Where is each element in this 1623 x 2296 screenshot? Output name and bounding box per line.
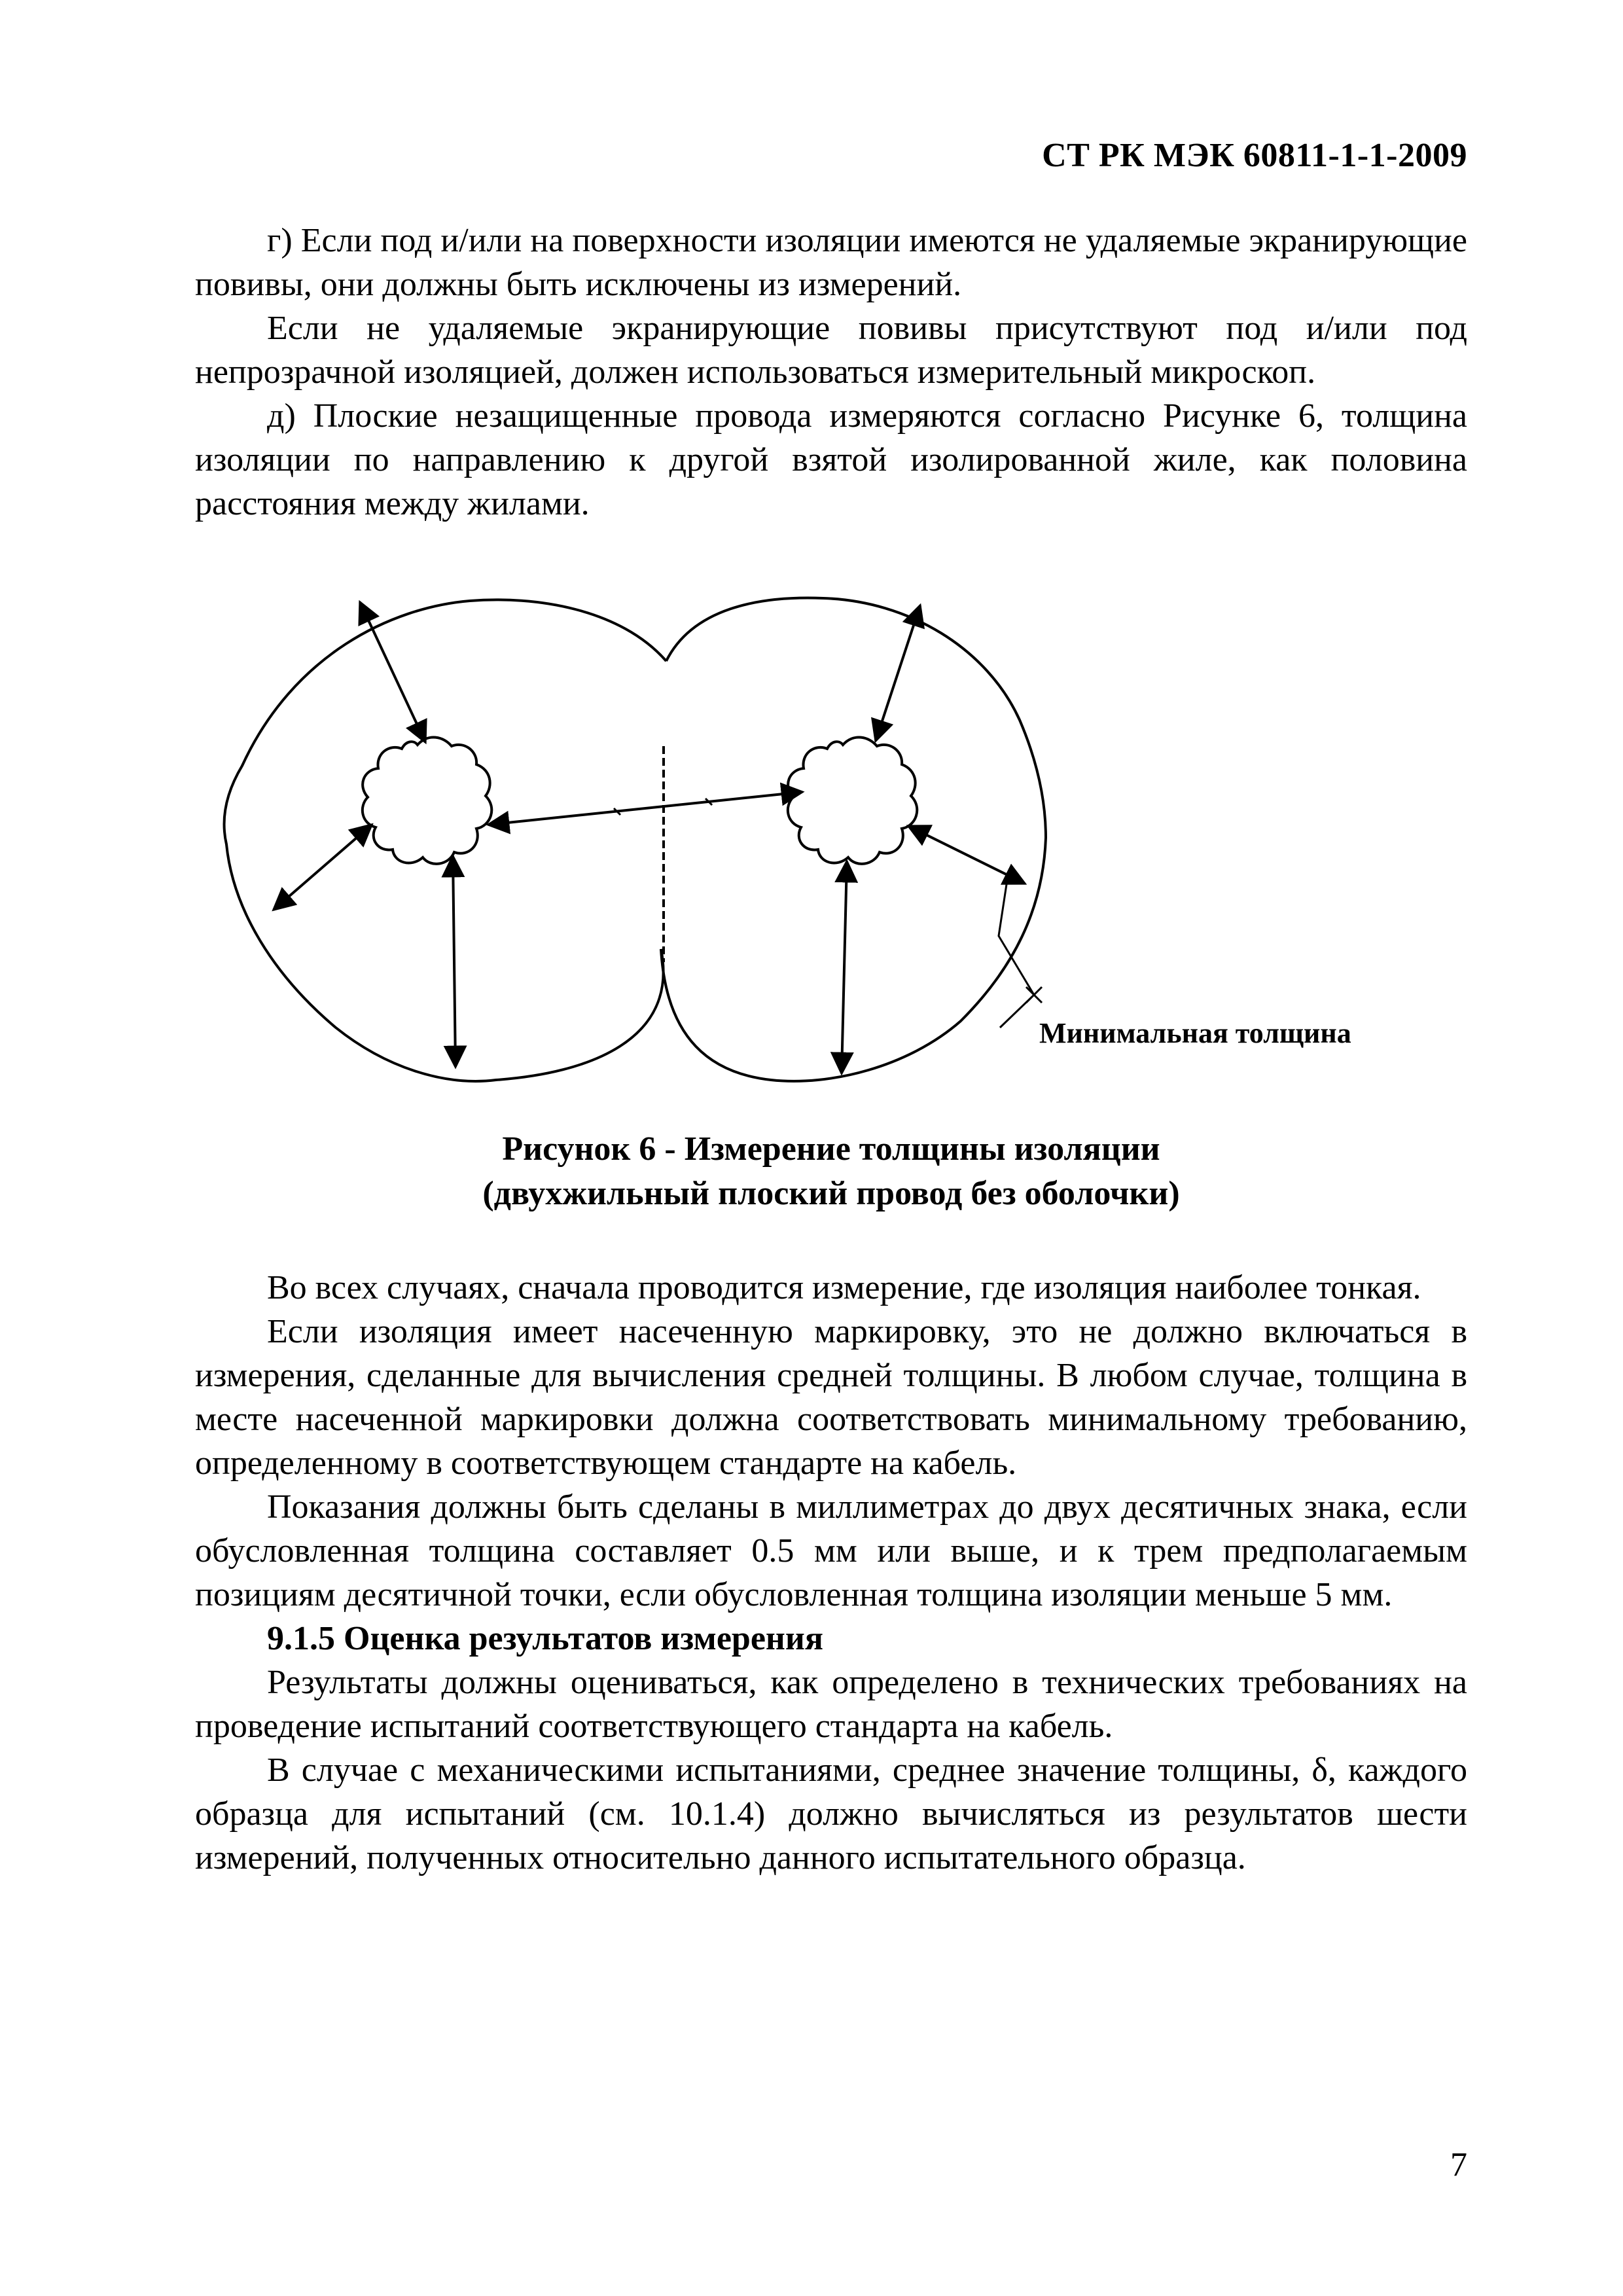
paragraph-d: д) Плоские незащищенные провода измеряются согласно Рисунке 6, толщина изоляции по направлению к другой взятой изолированной жиле, как половина расстояния между жилами. (195, 397, 1467, 522)
figure-caption (195, 1127, 1467, 1216)
paragraph-marking: Если изоляция имеет насеченную маркировку, это не должно включаться в измерения, сделанные для вычисления средней толщины. В любом случае, толщина в месте насеченной маркировки должна соответствовать минимальному требованию, определенному в соответствующем стандарте на кабель. (195, 1313, 1467, 1482)
measure-arrow-left-top (360, 602, 425, 742)
insulation-outline-right (661, 598, 1046, 1081)
figure-caption-line-1: Рисунок 6 - Измерение толщины изоляции (502, 1130, 1160, 1168)
paragraph-readings: Показания должны быть сделаны в миллиметрах до двух десятичных знака, если обусловленная толщина составляет 0.5 мм или выше, и к трем предполагаемым позициям десятичной точки, если обусловленная толщина изоляции меньше 5 мм. (195, 1488, 1467, 1613)
paragraph-mechanical-tests: В случае с механическими испытаниями, среднее значение толщины, δ, каждого образца для испытаний (см. 10.1.4) должно вычисляться из результатов шести измерений, полученных относительно данного испытательного образца. (195, 1751, 1467, 1876)
conductor-left (363, 737, 491, 863)
insulation-outline-left (224, 600, 666, 1081)
measure-arrow-right-top (876, 605, 920, 741)
standard-header: СТ РК МЭК 60811-1-1-2009 (1042, 137, 1467, 174)
measure-arrow-left-bottom (453, 856, 455, 1067)
measure-arrow-between-cores (488, 792, 802, 825)
measure-arrow-left-bottom-left (274, 825, 372, 910)
paragraph-thinnest: Во всех случаях, сначала проводится измерение, где изоляция наиболее тонкая. (267, 1269, 1421, 1306)
flat-wire-cross-section-diagram (195, 569, 1467, 1093)
section-heading-9-1-5: 9.1.5 Оценка результатов измерения (267, 1620, 823, 1657)
page-number: 7 (1450, 2146, 1467, 2183)
intro-text-block (195, 219, 1467, 526)
main-text-block (195, 1266, 1467, 1880)
paragraph-results: Результаты должны оцениваться, как определено в технических требованиях на проведение испытаний соответствующего стандарта на кабель. (195, 1664, 1467, 1745)
figure-6 (195, 569, 1467, 1093)
measure-arrow-right-bottom (842, 861, 847, 1073)
measure-arrow-right-side (908, 826, 1025, 884)
paragraph-g: г) Если под и/или на поверхности изоляции имеются не удаляемые экранирующие повивы, они должны быть исключены из измерений. (195, 222, 1467, 303)
paragraph-microscope: Если не удаляемые экранирующие повивы присутствуют под и/или под непрозрачной изоляцией, должен использоваться измерительный микроскоп. (195, 310, 1467, 391)
minimum-thickness-label: Минимальная толщина (1039, 1017, 1351, 1049)
figure-caption-line-2: (двухжильный плоский провод без оболочки) (482, 1175, 1180, 1212)
conductor-right (788, 737, 917, 863)
